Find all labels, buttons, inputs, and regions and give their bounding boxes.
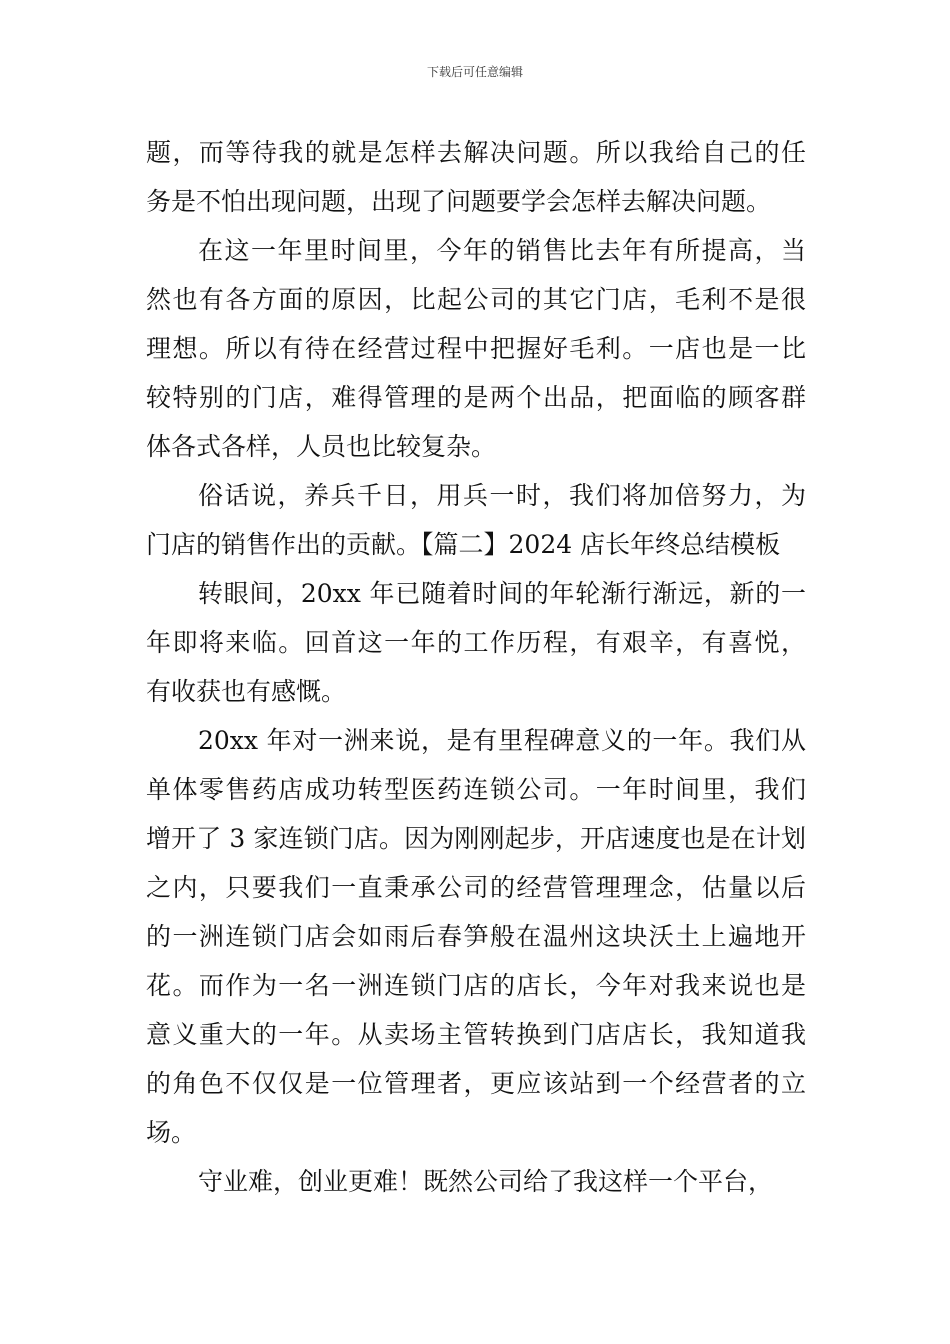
- text-line: 意义重大的一年。从卖场主管转换到门店店长，我知道我: [146, 1020, 806, 1049]
- text-line: 然也有各方面的原因，比起公司的其它门店，毛利不是很: [146, 285, 806, 314]
- text-line: 务是不怕出现问题，出现了问题要学会怎样去解决问题。: [146, 187, 772, 216]
- text-line: 的角色不仅仅是一位管理者，更应该站到一个经营者的立: [146, 1069, 806, 1098]
- text-line: 较特别的门店，难得管理的是两个出品，把面临的顾客群: [146, 383, 806, 412]
- text-line: 花。而作为一名一洲连锁门店的店长，今年对我来说也是: [146, 971, 806, 1000]
- page-header: 下载后可任意编辑: [426, 65, 523, 79]
- text-line: 题，而等待我的就是怎样去解决问题。所以我给自己的任: [146, 138, 806, 167]
- text-line: 体各式各样，人员也比较复杂。: [146, 432, 497, 461]
- text-line: 转眼间，20xx 年已随着时间的年轮渐行渐远，新的一: [198, 579, 806, 608]
- text-line: 的一洲连锁门店会如雨后春笋般在温州这块沃土上遍地开: [146, 922, 806, 951]
- text-line: 门店的销售作出的贡献。【篇二】2024 店长年终总结模板: [146, 530, 781, 559]
- text-line: 年即将来临。回首这一年的工作历程，有艰辛，有喜悦，: [146, 628, 806, 657]
- text-line: 20xx 年对一洲来说，是有里程碑意义的一年。我们从: [198, 726, 806, 755]
- text-line: 理想。所以有待在经营过程中把握好毛利。一店也是一比: [146, 334, 806, 363]
- document-body: [146, 128, 806, 1206]
- text-line: 俗话说，养兵千日，用兵一时，我们将加倍努力，为: [198, 481, 806, 510]
- text-line: 有收获也有感慨。: [146, 677, 347, 706]
- text-line: 在这一年里时间里，今年的销售比去年有所提高，当: [198, 236, 806, 265]
- text-line: 守业难，创业更难！既然公司给了我这样一个平台，: [198, 1167, 774, 1196]
- text-line: 单体零售药店成功转型医药连锁公司。一年时间里，我们: [146, 775, 806, 804]
- text-line: 场。: [146, 1118, 197, 1147]
- text-line: 增开了 3 家连锁门店。因为刚刚起步，开店速度也是在计划: [146, 824, 806, 853]
- text-line: 之内，只要我们一直秉承公司的经营管理理念，估量以后: [146, 873, 806, 902]
